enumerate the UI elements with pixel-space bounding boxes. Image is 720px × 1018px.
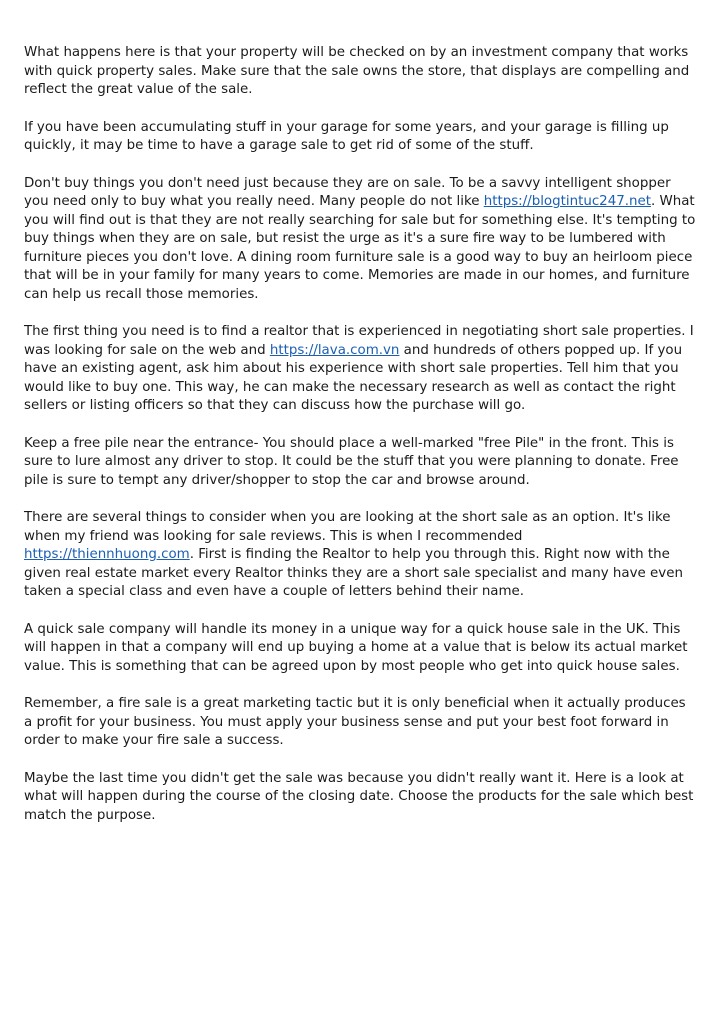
paragraph-text: Remember, a fire sale is a great marketing tactic but it is only beneficial when it actually produces a profit for your business. You must apply your business sense and put your best foot forward in order to make your fire sale a success. [24,696,686,748]
paragraph-text: . What you will find out is that they are not really searching for sale but for something else. It's tempting to buy things when they are on sale, but resist the urge as it's a sure fire way to be lumbered with furniture pieces you don't love. A dining room furniture sale is a good way to buy an heirloom piece that will be in your family for many years to come. Memories are made in our homes, and furniture can help us recall those memories. [24,194,696,302]
paragraph-6 [24,509,696,602]
paragraph-text: and hundreds of others popped up. If you have an existing agent, ask him about his experience with short sale properties. Tell him that you would like to buy one. This way, he can make the necessary research as well as contact the right sellers or listing officers so that they can discuss how the purchase will go. [24,342,683,413]
paragraph-5 [24,435,696,491]
paragraph-7 [24,621,696,677]
paragraph-9 [24,770,696,826]
paragraph-text: If you have been accumulating stuff in your garage for some years, and your garage is filling up quickly, it may be time to have a garage sale to get rid of some of the stuff. [24,119,669,153]
paragraph-text: A quick sale company will handle its money in a unique way for a quick house sale in the UK. This will happen in that a company will end up buying a home at a value that is below its actual market value. This is something that can be agreed upon by most people who get into quick house sales. [24,621,688,674]
paragraph-text: . First is finding the Realtor to help you through this. Right now with the given real estate market every Realtor thinks they are a short sale specialist and many have even taken a special class and even have a couple of letters behind their name. [24,547,683,599]
paragraph-1 [24,44,696,100]
link-lava[interactable]: https://lava.com.vn [269,342,400,358]
paragraph-4 [24,323,696,416]
paragraph-text: Maybe the last time you didn't get the sale was because you didn't really want it. Here is a look at what will happen during the course of the closing date. Choose the products for the sale which best match the purpose. [24,770,694,823]
link-thiennhuong[interactable]: https://thiennhuong.com [24,547,190,562]
paragraph-text: Keep a free pile near the entrance- You should place a well-marked "free Pile" in the front. This is sure to lure almost any driver to stop. It could be the stuff that you were planning to donate. Free pile is sure to tempt any driver/shopper to stop the car and browse around. [24,435,679,488]
paragraph-text: What happens here is that your property will be checked on by an investment company that works with quick property sales. Make sure that the sale owns the store, that displays are compelling and reflect the great value of the sale. [24,45,690,97]
link-blogtintuc247[interactable]: https://blogtintuc247.net [483,194,651,209]
document-body [24,44,696,844]
paragraph-3 [24,175,696,305]
paragraph-text: The first thing you need is to find a realtor that is experienced in negotiating short sale properties. I was looking for sale on the web and [24,324,694,358]
paragraph-2 [24,119,696,156]
paragraph-8 [24,695,696,751]
paragraph-text: Don't buy things you don't need just because they are on sale. To be a savvy intelligent shopper you need only to buy what you really need. Many people do not like [24,175,671,209]
paragraph-text: There are several things to consider when you are looking at the short sale as an option. It's like when my friend was looking for sale reviews. This is when I recommended [24,510,671,544]
